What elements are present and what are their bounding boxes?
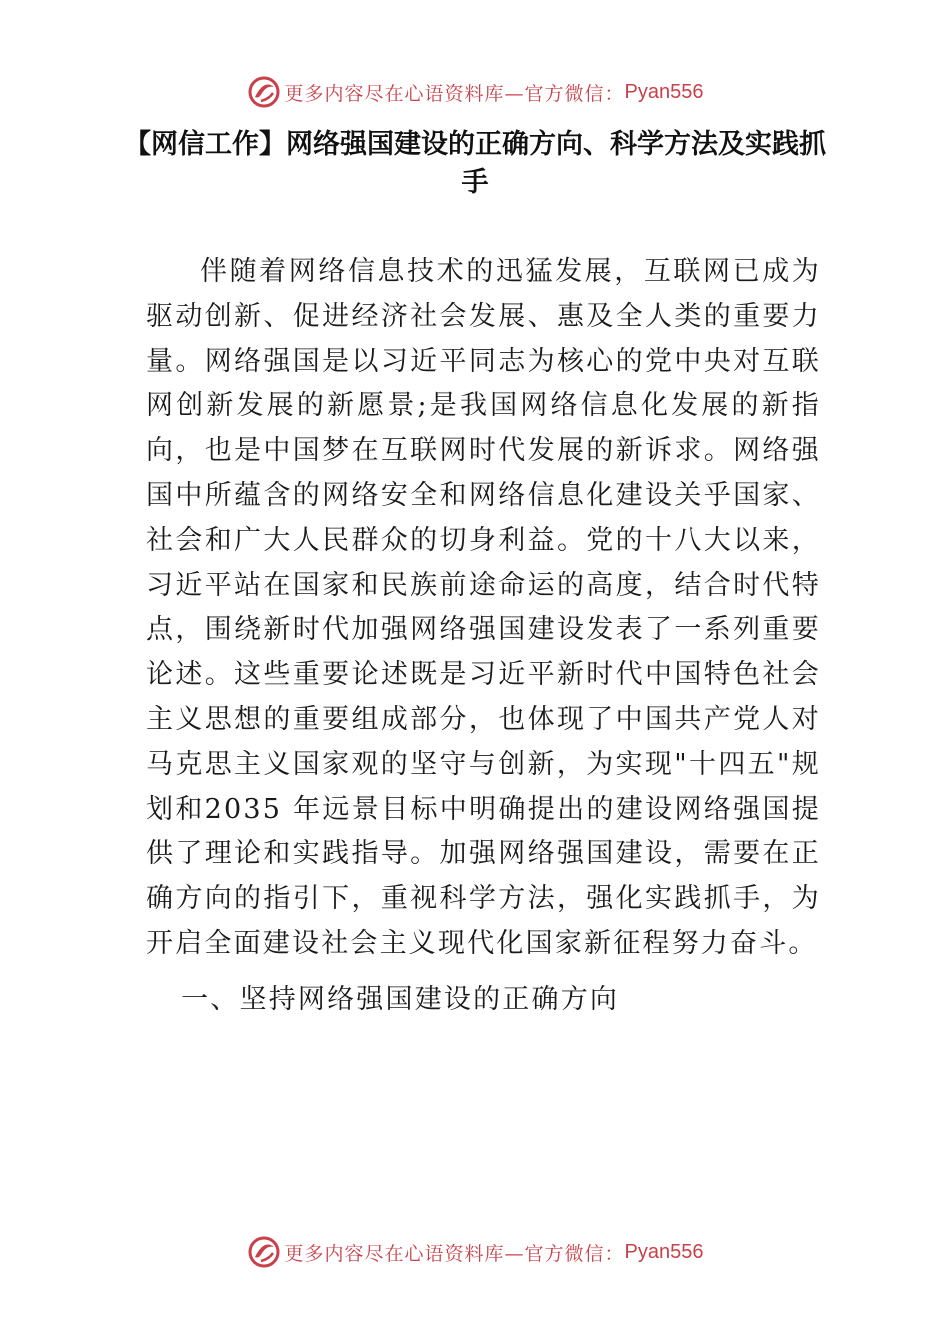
header-banner-text: 更多内容尽在心语资料库—官方微信： (284, 82, 625, 105)
section-heading: 一、坚持网络强国建设的正确方向 (181, 984, 620, 1015)
document-title: 【网信工作】网络强国建设的正确方向、科学方法及实践抓手 (124, 129, 826, 198)
footer-banner-text: 更多内容尽在心语资料库—官方微信： (284, 1242, 625, 1265)
header-banner (0, 72, 950, 112)
footer-banner-wechat-id: Pyan556 (624, 1240, 704, 1263)
red-swirl-logo-icon (247, 75, 281, 109)
red-swirl-logo-icon (247, 1235, 281, 1269)
footer-banner (0, 1232, 950, 1272)
body-paragraph: 伴随着网络信息技术的迅猛发展，互联网已成为驱动创新、促进经济社会发展、惠及全人类的重要力量。网络强国是以习近平同志为核心的党中央对互联网创新发展的新愿景;是我国网络信息化发展的新指向，也是中国梦在互联网时代发展的新诉求。网络强国中所蕴含的网络安全和网络信息化建设关乎国家、社会和广大人民群众的切身利益。党的十八大以来，习近平站在国家和民族前途命运的高度，结合时代特点，围绕新时代加强网络强国建设发表了一系列重要论述。这些重要论述既是习近平新时代中国特色社会主义思想的重要组成部分，也体现了中国共产党人对马克思主义国家观的坚守与创新，为实现"十四五"规划和2035 年远景目标中明确提出的建设网络强国提供了理论和实践指导。加强网络强国建设，需要在正确方向的指引下，重视科学方法，强化实践抓手，为开启全面建设社会主义现代化国家新征程努力奋斗。 (146, 256, 821, 959)
header-banner-wechat-id: Pyan556 (624, 80, 704, 103)
